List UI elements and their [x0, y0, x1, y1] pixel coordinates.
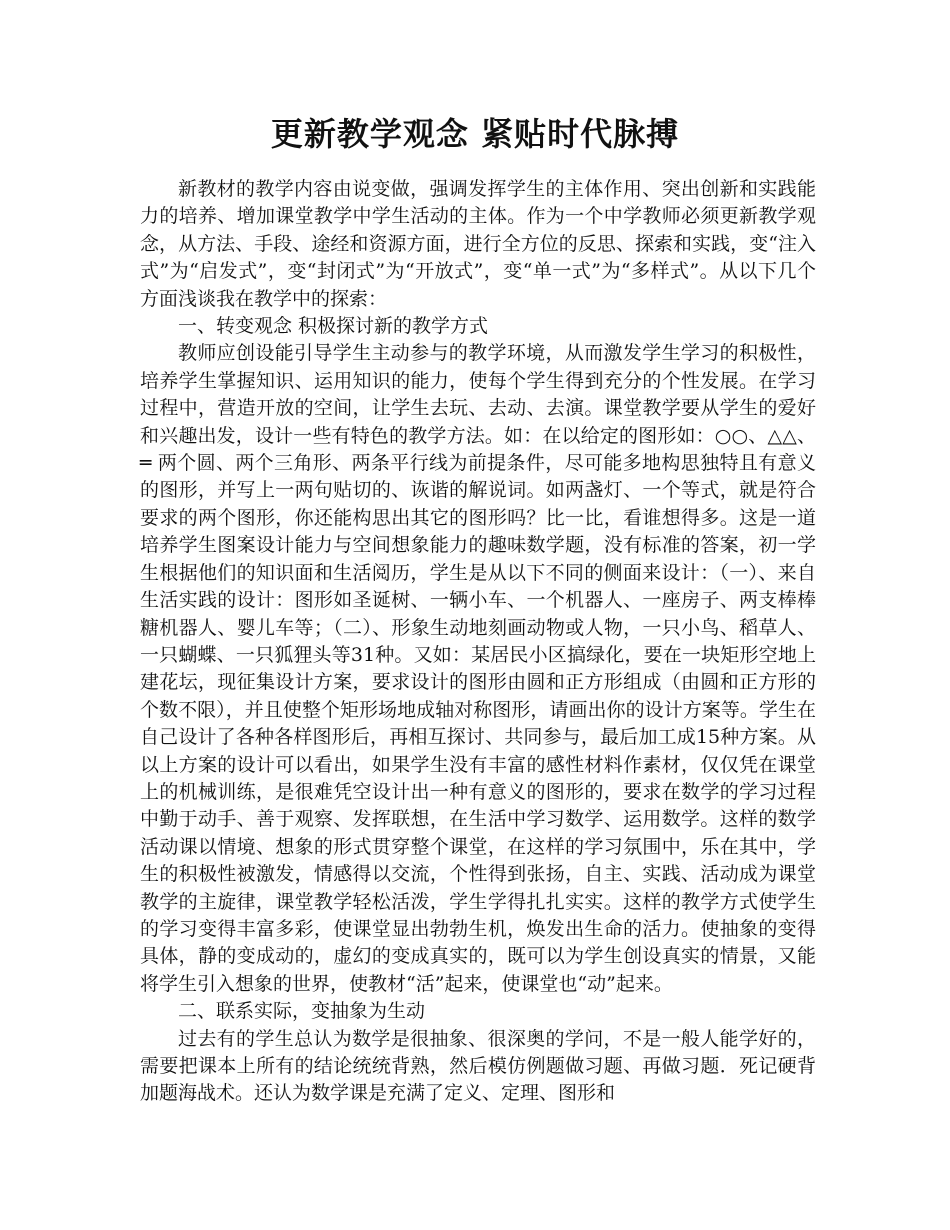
- section-2-paragraph: 过去有的学生总认为数学是很抽象、很深奥的学问，不是一般人能学好的，需要把课本上所有的结论统统背熟，然后模仿例题做习题、再做习题．死记硬背加题海战术。还认为数学课是充满了定义、定理、图形和: [140, 1027, 816, 1105]
- intro-paragraph: 新教材的教学内容由说变做，强调发挥学生的主体作用、突出创新和实践能力的培养、增加课堂教学中学生活动的主体。作为一个中学教师必须更新教学观念，从方法、手段、途经和资源方面，进行全方位的反思、探索和实践，变“注入式”为“启发式”，变“封闭式”为“开放式”，变“单一式”为“多样式”。从以下几个方面浅谈我在教学中的探索：: [140, 178, 816, 310]
- document-body: [140, 176, 816, 1108]
- document-title: 更新教学观念 紧贴时代脉搏: [270, 115, 680, 153]
- section-heading-2: 二、联系实际，变抽象为生动: [178, 1000, 426, 1023]
- section-1-paragraph: 教师应创设能引导学生主动参与的教学环境，从而激发学生学习的积极性，培养学生掌握知识、运用知识的能力，使每个学生得到充分的个性发展。在学习过程中，营造开放的空间，让学生去玩、去动、去演。课堂教学要从学生的爱好和兴趣出发，设计一些有特色的教学方法。如：在以给定的图形如：○○、△△、═ 两个圆、两个三角形、两条平行线为前提条件，尽可能多地构思独特且有意义的图形，并写上一两句贴切的、诙谐的解说词。如两盏灯、一个等式，就是符合要求的两个图形，你还能构思出其它的图形吗？比一比，看谁想得多。这是一道培养学生图案设计能力与空间想象能力的趣味数学题，没有标准的答案，初一学生根据他们的知识面和生活阅历，学生是从以下不同的侧面来设计：（一）、来自生活实践的设计：图形如圣诞树、一辆小车、一个机器人、一座房子、两支棒棒糖机器人、婴儿车等；（二）、形象生动地刻画动物或人物，一只小鸟、稻草人、一只蝴蝶、一只狐狸头等31种。又如：某居民小区搞绿化，要在一块矩形空地上建花坛，现征集设计方案，要求设计的图形由圆和正方形组成（由圆和正方形的个数不限），并且使整个矩形场地成轴对称图形，请画出你的设计方案等。学生在自己设计了各种各样图形后，再相互探讨、共同参与，最后加工成15种方案。从以上方案的设计可以看出，如果学生没有丰富的感性材料作素材，仅仅凭在课堂上的机械训练，是很难凭空设计出一种有意义的图形的，要求在数学的学习过程中勤于动手、善于观察、发挥联想，在生活中学习数学、运用数学。这样的数学活动课以情境、想象的形式贯穿整个课堂，在这样的学习氛围中，乐在其中，学生的积极性被激发，情感得以交流，个性得到张扬，自主、实践、活动成为课堂教学的主旋律，课堂教学轻松活泼，学生学得扎扎实实。这样的教学方式使学生的学习变得丰富多彩，使课堂显出勃勃生机，焕发出生命的活力。使抽象的变得具体，静的变成动的，虚幻的变成真实的，既可以为学生创设真实的情景，又能将学生引入想象的世界，使教材“活”起来，使课堂也“动”起来。: [140, 342, 816, 995]
- section-heading-1: 一、转变观念 积极探讨新的教学方式: [178, 315, 489, 338]
